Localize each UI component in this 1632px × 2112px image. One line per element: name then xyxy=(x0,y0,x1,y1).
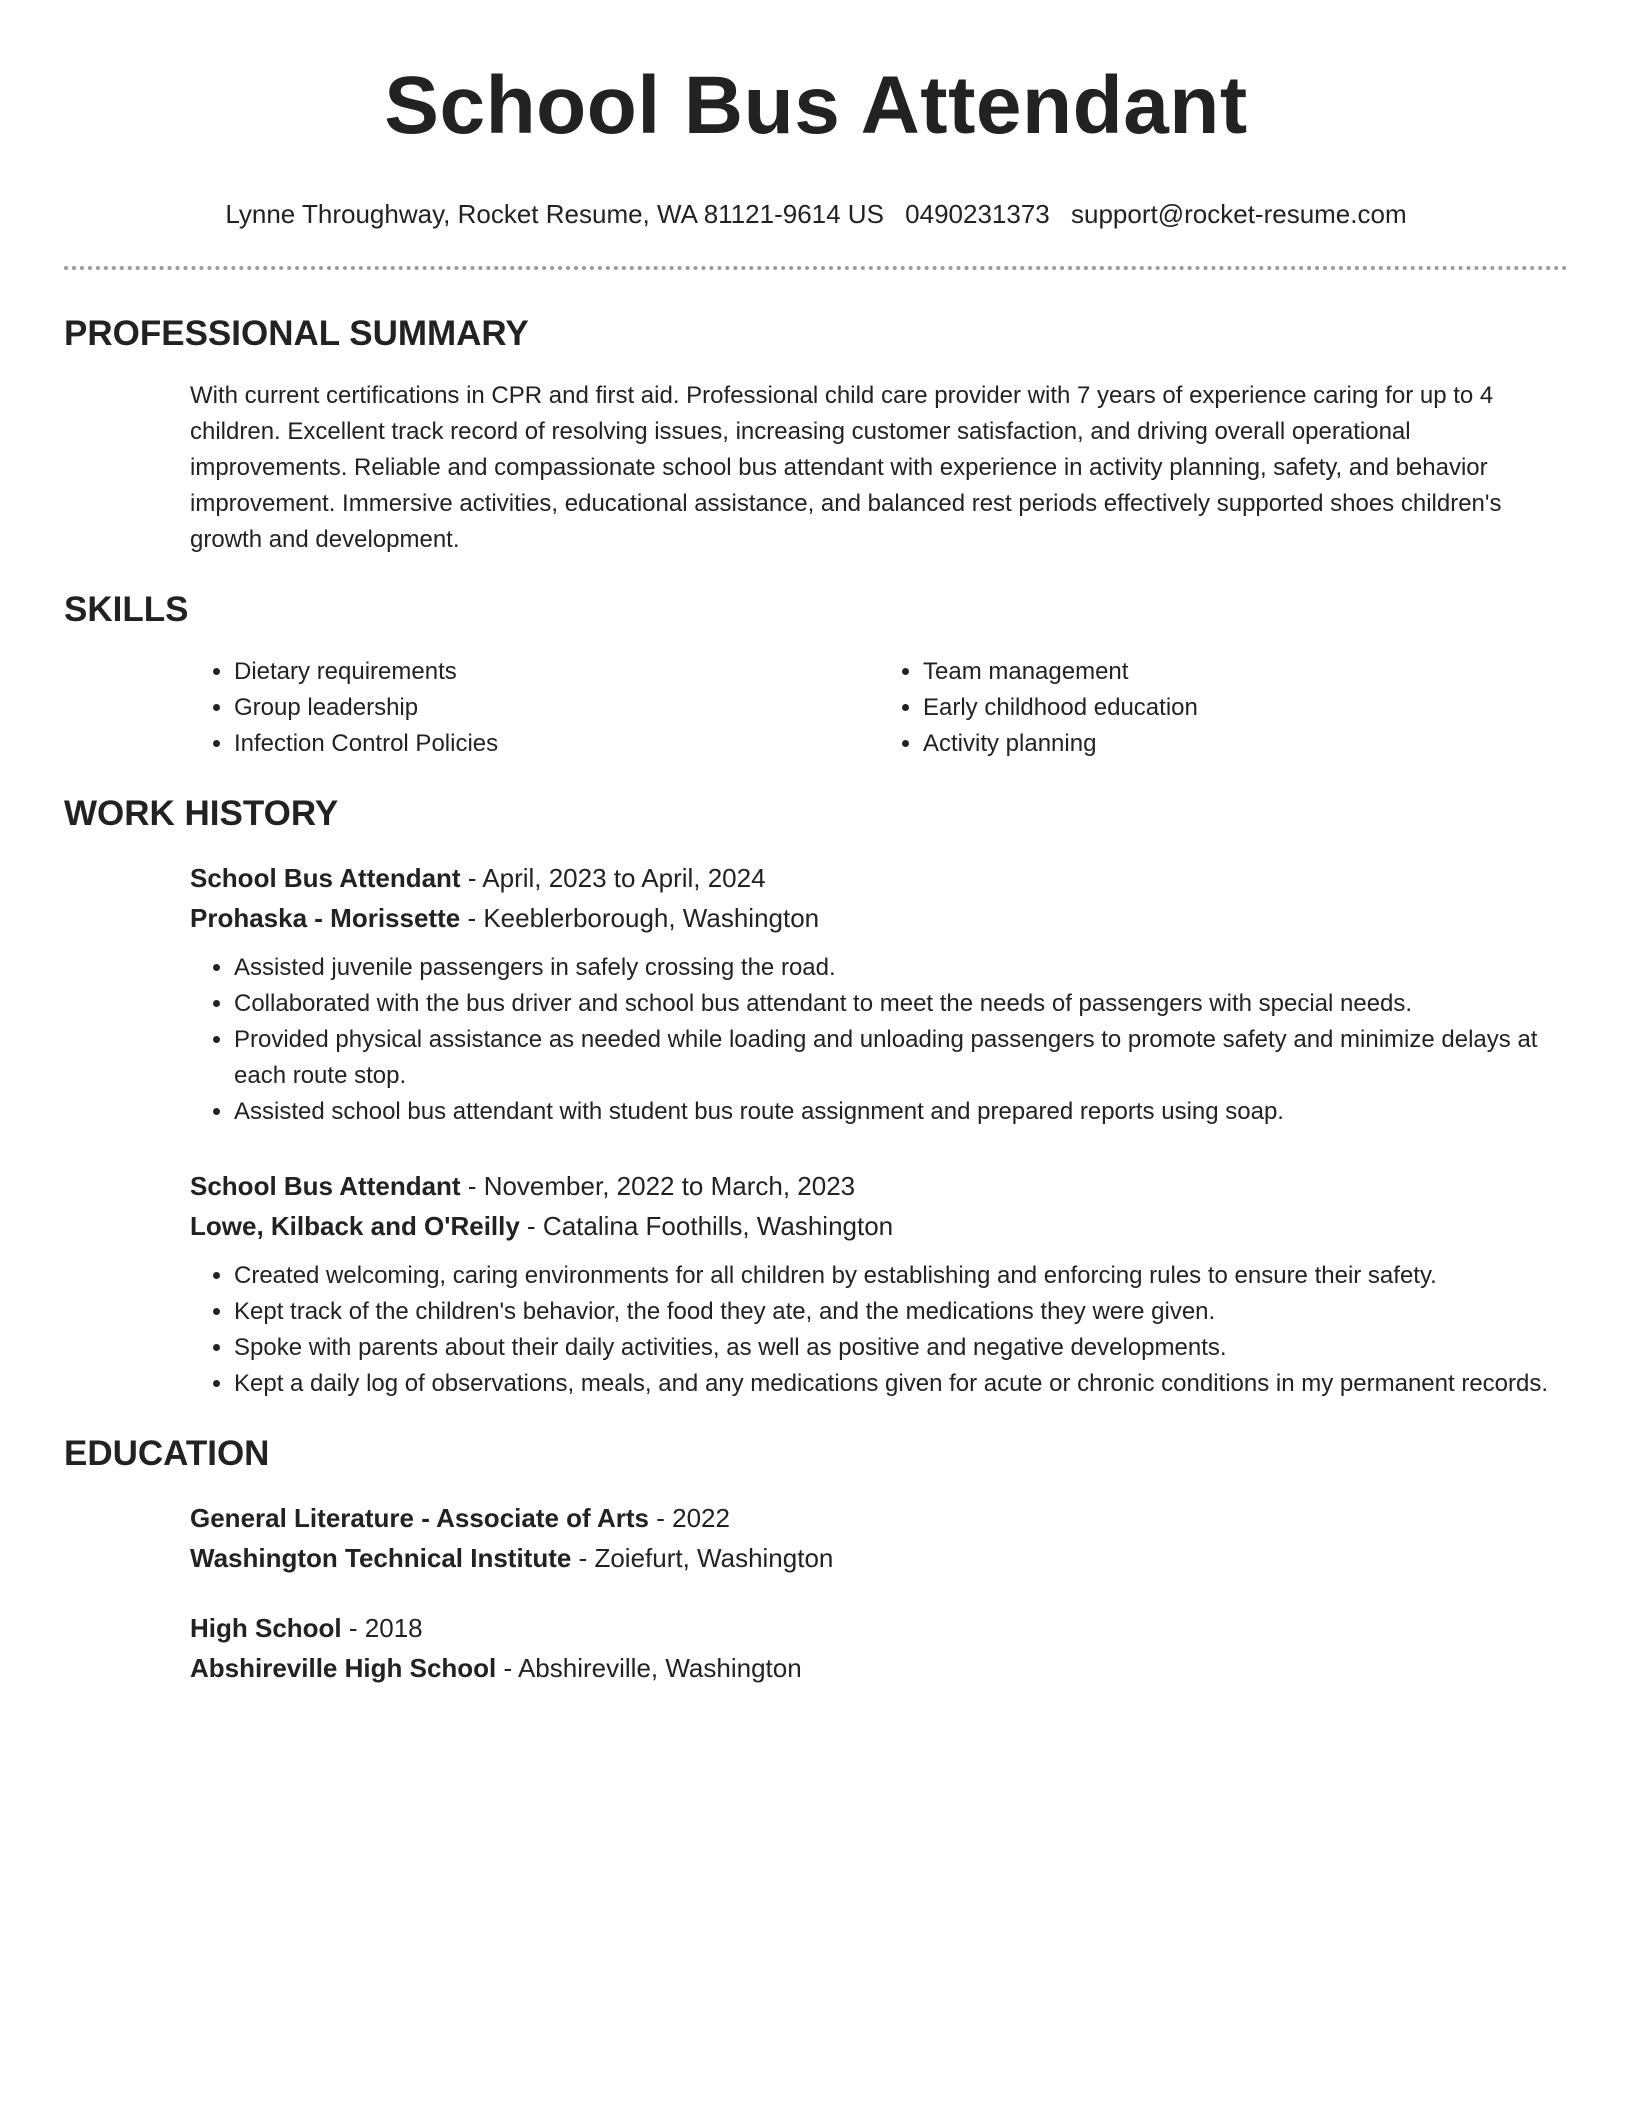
skills-grid xyxy=(190,654,1568,762)
degree-line xyxy=(190,1498,1568,1538)
skill-item: • Dietary requirements xyxy=(234,654,879,690)
job-bullets xyxy=(190,950,1568,1130)
degree-name: High School xyxy=(190,1613,342,1643)
skill-item: • Infection Control Policies xyxy=(234,726,879,762)
degree-year: - 2022 xyxy=(649,1503,730,1533)
work-entry xyxy=(190,858,1568,938)
job-title: School Bus Attendant xyxy=(190,1171,461,1201)
job-location: - Keeblerborough, Washington xyxy=(460,903,820,933)
job-company-line xyxy=(190,898,1568,938)
job-bullet: • Assisted school bus attendant with student bus route assignment and prepared reports using soap. xyxy=(234,1094,1568,1130)
skills-column-left xyxy=(190,654,879,762)
header-divider xyxy=(64,266,1568,270)
job-company: Prohaska - Morissette xyxy=(190,903,461,933)
job-title-line xyxy=(190,1166,1568,1206)
education-entry xyxy=(190,1498,1568,1578)
job-bullet: • Kept a daily log of observations, meals, and any medications given for acute or chronic conditions in my permanent records. xyxy=(234,1366,1568,1402)
skill-item: • Early childhood education xyxy=(923,690,1568,726)
job-bullets xyxy=(190,1258,1568,1402)
contact-line xyxy=(64,196,1568,232)
skill-item: • Team management xyxy=(923,654,1568,690)
school-line xyxy=(190,1648,1568,1688)
school-line xyxy=(190,1538,1568,1578)
school-location: - Zoiefurt, Washington xyxy=(571,1543,834,1573)
contact-address: Lynne Throughway, Rocket Resume, WA 81121-9614 US xyxy=(225,199,884,229)
summary-text: With current certifications in CPR and first aid. Professional child care provider with 7 years of experience caring for up to 4 children. Excellent track record of resolving issues, increasing customer satisfaction, and driving overall operational improvements. Reliable and compassionate school bus attendant with experience in activity planning, safety, and behavior improvement. Immersive activities, educational assistance, and balanced rest periods effectively supported shoes children's growth and development. xyxy=(190,382,1502,553)
job-title-line xyxy=(190,858,1568,898)
degree-year: - 2018 xyxy=(341,1613,423,1643)
degree-line xyxy=(190,1608,1568,1648)
job-location: - Catalina Foothills, Washington xyxy=(519,1211,894,1241)
school-name: Abshireville High School xyxy=(190,1653,497,1683)
education-section xyxy=(64,1432,1568,1688)
section-heading-summary: PROFESSIONAL SUMMARY xyxy=(64,314,529,353)
work-entry xyxy=(190,1166,1568,1246)
school-location: - Abshireville, Washington xyxy=(496,1653,802,1683)
skill-item: • Group leadership xyxy=(234,690,879,726)
job-bullet: • Collaborated with the bus driver and school bus attendant to meet the needs of passengers with special needs. xyxy=(234,986,1568,1022)
work-history-section xyxy=(64,792,1568,1402)
professional-summary-section xyxy=(64,312,1568,558)
resume-title: School Bus Attendant xyxy=(384,60,1248,151)
degree-name: General Literature - Associate of Arts xyxy=(190,1503,649,1533)
job-bullet: • Spoke with parents about their daily activities, as well as positive and negative developments. xyxy=(234,1330,1568,1366)
school-name: Washington Technical Institute xyxy=(190,1543,572,1573)
job-bullet: • Created welcoming, caring environments for all children by establishing and enforcing rules to ensure their safety. xyxy=(234,1258,1568,1294)
section-heading-skills: SKILLS xyxy=(64,590,189,629)
job-bullet: • Assisted juvenile passengers in safely crossing the road. xyxy=(234,950,1568,986)
skills-column-right xyxy=(879,654,1568,762)
contact-email: support@rocket-resume.com xyxy=(1071,199,1407,229)
job-company: Lowe, Kilback and O'Reilly xyxy=(190,1211,520,1241)
job-bullet: • Kept track of the children's behavior, the food they ate, and the medications they were given. xyxy=(234,1294,1568,1330)
job-company-line xyxy=(190,1206,1568,1246)
job-dates: - April, 2023 to April, 2024 xyxy=(460,863,766,893)
job-title: School Bus Attendant xyxy=(190,863,461,893)
skill-item: • Activity planning xyxy=(923,726,1568,762)
skills-section xyxy=(64,588,1568,762)
section-heading-work-history: WORK HISTORY xyxy=(64,794,339,833)
contact-phone: 0490231373 xyxy=(905,199,1050,229)
section-heading-education: EDUCATION xyxy=(64,1434,270,1473)
job-dates: - November, 2022 to March, 2023 xyxy=(460,1171,856,1201)
job-bullet: • Provided physical assistance as needed while loading and unloading passengers to promote safety and minimize delays at each route stop. xyxy=(234,1022,1568,1094)
education-entry xyxy=(190,1608,1568,1688)
